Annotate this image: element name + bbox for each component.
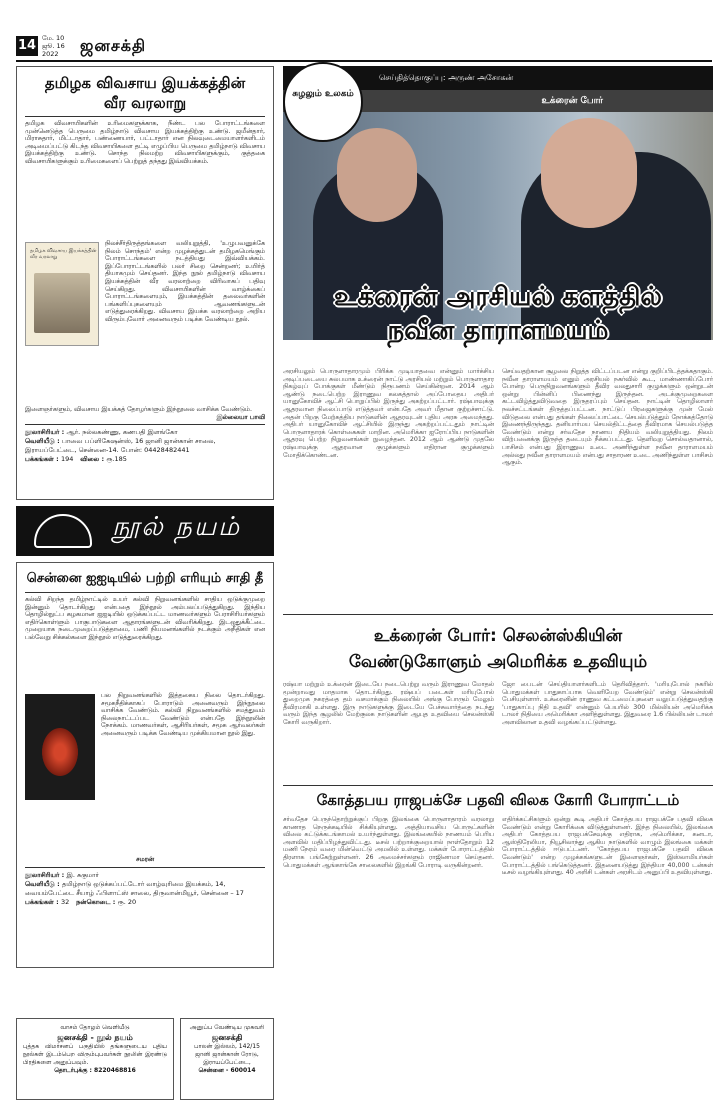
article1-col-1: அரசியலும் பொருளாதாரமும் பிரிக்க முடியாதவை என்னும் மார்க்சிய அடிப்படையை சுலபமாக உக்ரைன் நாட்டு அரசியல் மற்றும் பொருளாதார நிகழ்வுப் போக்குகள் மீண்டும் நிரூபணம் செய்கின்றன. 2014 ஆம் ஆண்டு நடைபெற்ற இராணுவ கலகத்தால் அப்போதைய அதிபர் யானுகோவிச் ஆட்சி பொறுப்பில் இருந்து அகற்றப்பட்டார். ரஷ்யாவுக்கு ஆதரவான நிலைப்பாடு எடுத்தவர் என்பதே அவர் மீதான குற்றச்சாட்டு. அதன் பிறகு மேற்கத்திய நாடுகளின் ஆதரவுடன் புதிய அரசு அமைந்தது. அதிபர் யானுகோவிச் ஆட்சியில் இருந்து அகற்றப்பட்டதும் நாட்டின் பொருளாதாரக் கொள்கைகள் மாறின. அமெரிக்கா ஐரோப்பிய நாடுகளின் ஆதரவு பெற்ற நிறுவனங்கள் நுழைந்தன. 2012 ஆம் ஆண்டு முதலே ரஷ்யாவுக்கு ஆதரவான குழுக்களும் எதிரான குழுக்களும் மோதிக்கொண்டன. (283, 368, 494, 459)
farm-book-cover (25, 242, 99, 346)
farm-book-title-1: தமிழக விவசாய இயக்கத்தின் (44, 74, 246, 92)
issue-date (42, 34, 72, 58)
pages-label: பக்கங்கள் (25, 897, 54, 906)
pages-label: பக்கங்கள் (25, 455, 54, 464)
compiler-label: செய்தித்தொகுப்பு: (379, 73, 446, 82)
notice-phone-row: தொடர்புக்கு : 8220468816 (54, 1067, 136, 1074)
article3-col-1: சர்வதேச பெருந்தொற்றுக்குப் பிறகு இலங்கை பொருளாதாரம் வரலாறு காணாத நெருக்கடியில் சிக்கியுள்ளது. அத்தியாவசிய பொருட்களின் விலை கட்டுக்கடங்காமல் உயர்ந்துள்ளது. இலங்கையில் நாணயம் பெரிய அளவில் மதிப்பிழந்துவிட்டது. டீசல் பற்றாக்குறையால் நாள்தோறும் 12 மணி நேரம் வரை மின்வெட்டு அமலில் உள்ளது. மக்கள் போராட்டத்தில் திரளாக பங்கேற்றுள்ளனர். 26 அமைச்சர்களும் ராஜினாமா செய்தனர். பொதுமக்கள் ஆங்காங்கே சாலைகளில் இறங்கி போராடி வருகின்றனர். (283, 816, 494, 869)
article2-col-1: ரஷ்யா மற்றும் உக்ரைன் இடையே நடைபெற்று வரும் இராணுவ மோதல் மூன்றாவது மாதமாக தொடர்கிறது. ரஷ்யப் படைகள் மரியுபோல் துறைமுக நகரத்தை தம் வசமாக்கும் நிலையில் அங்கு போரும் மேலும் தீவிரமாகி உள்ளது. இரு நாடுகளுக்கு இடையே பேச்சுவார்த்தை நடந்து வரும் இந்த சூழலில் மேற்குலக நாடுகளின் ஆயுத உதவியை செலன்ஸ்கி கோரி வருகிறார். (283, 681, 494, 726)
right-column (283, 66, 713, 1082)
price-value: ரூ.185 (106, 455, 127, 464)
farm-book-title-2: வீர வரலாறு (103, 94, 187, 112)
divider (283, 614, 713, 615)
price-label: விலை (80, 455, 100, 464)
publisher-label: வெளியீடு (25, 879, 55, 888)
photo-person-left-head (337, 128, 417, 222)
notice-title: ஜனசக்தி - நூல் நயம் (57, 1033, 133, 1042)
publisher-value: பாவை பப்ளிகேஷன்ஸ், 16 ஜானி ஜான்கான் சாலை, இராயப்பேட்டை, சென்னை-14. போன்: 04428482441 (25, 437, 216, 455)
article1-body (283, 368, 713, 606)
photo-person-right-head (541, 118, 637, 228)
caste-book-cover (25, 694, 95, 800)
nool-nayam-title: நூல் நயம் (112, 512, 242, 542)
masthead (0, 0, 723, 62)
caste-book-byline: சமரன் (136, 856, 154, 863)
caste-book-author-row: நூலாசிரியர் : இ. சுகுமார் (25, 870, 99, 879)
article1-col-2: செய்வதற்கான சூழலை நிறுத்த விட்டப்படன என்று குறிப்பிடத்தக்கதாகும். நவீன தாராளமயம் எனும் அரசியல் நகர்வில் கூட, மாண்ணாகிப்போர் போன்ற பெருநிறுவனங்களும் தீவிர வலதுசாரி குழுக்களும் ஒன்றுடன் ஒன்று பின்னிப் பிணைந்து இருந்தன. அடக்குமுறைகளை கட்டவிழ்த்துவிடுவதை இருதரப்பும் செய்தன. நாட்டின் தொழிலாளர் நலச்சட்டங்கள் திருத்தப்பட்டன. நாட்டுப் பிரஜைகளுக்கு முன் மேல் விடுதலை என்பது தங்கள் நிலைப்பாட்டை செயல்படுத்தும் நோக்கத்தோடு இணைந்திருந்தது. தனியார்மய செயல்திட்டத்தை தீவிரமாக செயல்படுத்த வேண்டும் என்று சர்வதேச நாணய நிதியம் வலியுறுத்தியது. நிலம் விற்பனைக்கு இருந்த தடையும் நீக்கப்பட்டது. தெளிவுற சொல்வதானால், பாசிசம் என்பது இராணுவ உடை அணிந்துள்ள நவீன தாராளமயம் அல்லது நவீன தாராளமயம் என்பது சாதாரண உடை அணிந்துள்ள பாசிசம் ஆகும். (502, 368, 713, 467)
address-body: பாலன் இல்லம், 142/15 ஜானி ஜான்கான் ரோடு, இராயப்பேட்டை, (194, 1043, 260, 1066)
author-label: நூலாசிரியர் (25, 870, 60, 879)
price-label: நன்கொடை (76, 897, 111, 906)
date-line-1: மே. 10 (42, 34, 65, 42)
phone-value: 8220468816 (94, 1067, 136, 1074)
address-city: சென்னை - 600014 (198, 1067, 256, 1074)
divider (283, 785, 713, 786)
phone-label: தொடர்புக்கு (54, 1067, 88, 1074)
caste-book-pages-row: பக்கங்கள் : 32 நன்கொடை : ரூ. 20 (25, 897, 137, 906)
article3-title: கோத்தபய ராஜபக்சே பதவி விலக கோரி போராட்டம் (316, 791, 680, 809)
author-value: ஆர். நல்லகண்ணு, கணபதி இளங்கோ (66, 428, 178, 437)
address-notice (180, 1018, 274, 1100)
world-section-logo: சுழலும் உலகம் (283, 62, 363, 142)
article2-body (283, 681, 713, 777)
farm-book-byline: இல்லையா பாவி (216, 413, 265, 421)
farm-book-review (16, 66, 274, 500)
cover-portrait-image (34, 273, 90, 333)
headline-line-1: உக்ரைன் அரசியல் களத்தில் (333, 282, 663, 312)
caste-book-review (16, 562, 274, 968)
page-number: 14 (16, 36, 38, 56)
publisher-value: தமிழ்நாடு ஒடுக்கப்பட்டோர் வாழ்வுரிமை இயக்கம், 14, வையம்பேட்டை சீயாழ் ஃபிளாட்ஸ் சாலை, திருவான்மியூர், சென்னை – 17 (25, 879, 244, 897)
notice-line-1: வாசம் தோழம் வெளியீடு (60, 1024, 130, 1031)
author-value: இ. சுகுமார் (66, 870, 99, 879)
divider (25, 867, 265, 868)
date-line-2: ஜூ. 16 (42, 42, 65, 50)
caste-book-body-2: பல நிறுவனங்களில் இத்தகைய நிலை தொடர்கிறது. சமூகநீதிக்காகப் போராடும் அனைவரும் இந்நூலை வாசிக்க வேண்டும். கல்வி நிறுவனங்களில் சமத்துவம் நிலைநாட்டப்பட வேண்டும் என்பதே இந்நூலின் நோக்கம். மாணவர்கள், ஆசிரியர்கள், சமூக ஆர்வலர்கள் அனைவரும் படிக்க வேண்டிய முக்கியமான நூல் இது. (101, 692, 265, 737)
caste-book-body-1: கல்வி சிறந்த தமிழ்நாட்டில் உயர் கல்வி நிறுவனங்களில் சாதிய ஒடுக்குமுறை இன்னும் தொடர்கிறது என்பதை இந்நூல் அம்பலப்படுத்துகிறது. இந்திய தொழில்நுட்ப கழகமான ஐஐடியில் ஒடுக்கப்பட்ட மாணவர்களும் பேராசிரியர்களும் எதிர்கொள்ளும் பாகுபாடுகளை ஆதாரங்களுடன் விவரிக்கிறது. இடஒதுக்கீட்டை முறையாக நடைமுறைப்படுத்தாமை, பணி நியமனங்களில் நடக்கும் அநீதிகள் என பல்வேறு சிக்கல்களை இந்நூல் எடுத்துரைக்கிறது. (25, 596, 265, 641)
pages-value: 32 (61, 897, 70, 906)
address-line-1: அனுப்ப வேண்டிய முகவரி (189, 1024, 265, 1031)
article2-title-1: உக்ரைன் போர்: செலன்ஸ்கியின் (373, 626, 623, 646)
date-line-3: 2022 (42, 50, 59, 58)
article2-title-2: வேண்டுகோளும் அமெரிக்க உதவியும் (348, 652, 648, 672)
cover-flame-image (39, 724, 81, 780)
farm-book-body-1: தமிழக விவசாயிகளின் உரிமைகளுக்காக, நீண்ட பல போராட்டங்களை முன்னெடுத்த பெருமை தமிழ்நாடு விவசாய இயக்கத்திற்கு உண்டு. ஜமீன்தார், மிராசுதார், மிட்டாதார், பண்ணையார், பட்டாதார் என நிலவுடைமையாளர்களிடம் அடிமைப்பட்டு கிடந்த விவசாயிகளை தட்டி எழுப்பிய பெருமை தமிழ்நாடு விவசாய இயக்கத்திற்கு உண்டு. சொந்த நிலமற்ற விவசாயிகளுக்கும், குத்தகை விவசாயிகளுக்கும் உரிமைகளைப் பெற்றுத் தந்தது இவ்வியக்கம். (25, 120, 265, 165)
header-rule (16, 60, 712, 62)
article2-col-2: ஜோ பைடன் செய்தியாளர்களிடம் தெரிவித்தார். 'மரியுபோல் நகரில் பொதுமக்கள் பாதுகாப்பாக வெளியேற வேண்டும்' என்று செலன்ஸ்கி பேசியுள்ளார். உக்ரைனின் ராணுவ கட்டமைப்புகளை வலுப்படுத்துவதற்கு 'பாதுகாப்பு நிதி உதவி' என்னும் பெயரில் 300 மில்லியன் அமெரிக்க டாலர் நிதியை அமெரிக்கா அளித்துள்ளது. இதுவரை 1.6 பில்லியன் டாலர் அளவிலான உதவி வழங்கப்பட்டுள்ளது. (502, 681, 713, 726)
price-value: ரூ. 20 (117, 897, 137, 906)
author-label: நூலாசிரியர் (25, 428, 60, 437)
open-book-icon (34, 514, 92, 548)
paper-name: ஜனசக்தி (80, 36, 147, 55)
left-column (16, 66, 274, 968)
divider (25, 424, 265, 425)
submission-notice (16, 1018, 174, 1100)
divider (25, 116, 265, 117)
farm-book-body-2: நிலச்சீர்திருத்தங்களை வலியுறுத்தி, 'உழுபவனுக்கே நிலம் சொந்தம்' என்ற முழக்கத்துடன் தமிழகமெங்கும் போராட்டங்களை நடத்தியது இவ்வியக்கம். இப்போராட்டங்களில் பலர் சிறை சென்றனர்; உயிர்த் தியாகமும் செய்தனர். இந்த நூல் தமிழ்நாடு விவசாய இயக்கத்தின் வீர வரலாற்றை விரிவாகப் பதிவு செய்கிறது. விவசாயிகளின் வாழ்க்கைப் போராட்டங்களையும், இயக்கத்தின் தலைவர்களின் பங்களிப்புகளையும் ஆவணங்களுடன் எடுத்துரைக்கிறது. விவசாய இயக்க வரலாற்றை அறிய விரும்புவோர் அனைவரும் படிக்க வேண்டிய நூல். (105, 240, 265, 323)
section-label: உக்ரைன் போர் (283, 90, 713, 112)
article3-col-2: எதிர்க்கட்சிகளும் ஒன்று கூடி அதிபர் கோத்தபய ராஜபக்சே பதவி விலக வேண்டும் என்று கோரிக்கை விடுத்துள்ளனர். இந்த நிலையில், இலங்கை அதிபர் கோத்தபய ராஜபக்சேவுக்கு எதிராக, அமெரிக்கா, கனடா, ஆஸ்திரேலியா, நியூசிலாந்து ஆகிய நாடுகளில் வாழும் இலங்கை மக்கள் போராட்டத்தில் ஈடுபட்டனர். 'கோத்தபய ராஜபக்சே பதவி விலக வேண்டும்' என்ற முழக்கங்களுடன் இளைஞர்கள், இஸ்லாமியர்கள் போராட்டத்தில் பங்கெடுத்தனர். இதனையடுத்து இந்தியா 40,000 டன்கள் டீசல் வழங்கியுள்ளது. 40 அரிசி டன்கள் அரசிடம் அனுப்பி உதவியுள்ளது. (502, 816, 713, 877)
caste-book-publisher-row: வெளியீடு : தமிழ்நாடு ஒடுக்கப்பட்டோர் வாழ்வுரிமை இயக்கம், 14, வையம்பேட்டை சீயாழ் ஃபிளாட்ஸ் சாலை, திருவான்மியூர், சென்னை – 17 (25, 879, 244, 897)
farm-book-pages-row: பக்கங்கள் : 194 விலை : ரூ.185 (25, 455, 127, 464)
article3-body (283, 816, 713, 1082)
farm-book-publisher-row: வெளியீடு : பாவை பப்ளிகேஷன்ஸ், 16 ஜானி ஜான்கான் சாலை, இராயப்பேட்டை, சென்னை-14. போன்: 04428482441 (25, 437, 216, 455)
caste-book-title: சென்னை ஐஐடியில் பற்றி எரியும் சாதி தீ (26, 571, 264, 586)
bottom-ads (16, 1018, 274, 1100)
pages-value: 194 (61, 455, 74, 464)
notice-body: புத்தக விமர்சனப் பகுதியில் தங்களுடைய புதிய நூல்கள் இடம்பெற விரும்புபவர்கள் நூலின் இரண்டு பிரதிகளை அனுப்பவும். (23, 1043, 167, 1066)
farm-book-closing: இளைஞர்களும், விவசாய இயக்கத் தோழர்களும் இந்நூலை வாசிக்க வேண்டும். (25, 406, 252, 413)
publisher-label: வெளியீடு (25, 437, 55, 446)
nool-nayam-banner (16, 506, 274, 556)
farm-book-cover-title: தமிழக விவசாய இயக்கத்தின் வீர வரலாறு (30, 248, 97, 260)
headline-line-2: நவீன தாராளமயம் (387, 316, 609, 346)
farm-book-author-row: நூலாசிரியர் : ஆர். நல்லகண்ணு, கணபதி இளங்கோ (25, 428, 178, 437)
divider (25, 592, 265, 593)
compiler-name: அருண் அசோகன் (448, 73, 514, 82)
address-title: ஜனசக்தி (211, 1033, 243, 1042)
